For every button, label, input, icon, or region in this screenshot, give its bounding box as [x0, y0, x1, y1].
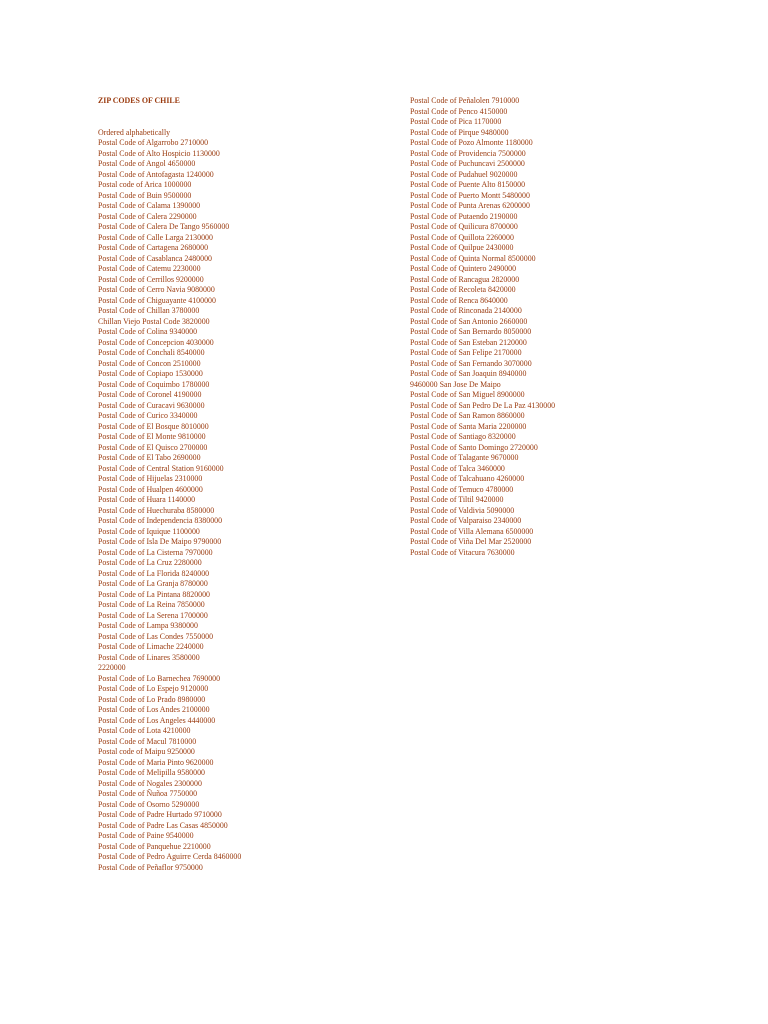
postal-code-entry: Postal Code of Cartagena 2680000 [98, 243, 209, 252]
postal-code-entry: Postal Code of Santo Domingo 2720000 [410, 442, 538, 452]
postal-code-entry: Postal Code of Rinconada 2140000 [410, 306, 522, 315]
postal-code-entry: Postal Code of Lota 4210000 [98, 726, 191, 735]
postal-code-entry: Postal Code of Peñaflor 9750000 [98, 862, 203, 872]
postal-code-entry: Postal Code of Melipilla 9580000 [98, 768, 205, 777]
postal-code-entry: Postal Code of Las Condes 7550000 [98, 631, 214, 641]
postal-code-entry: Postal Code of Pudahuel 9020000 [410, 169, 518, 179]
postal-code-entry: Postal Code of La Pintana 8820000 [98, 589, 210, 599]
postal-code-entry: Postal Code of Lampa 9380000 [98, 621, 198, 630]
postal-code-entry: Postal Code of Los Angeles 4440000 [98, 715, 216, 725]
postal-code-entry: Postal Code of Puerto Montt 5480000 [410, 190, 530, 200]
postal-code-entry: Postal Code of Talca 3460000 [410, 463, 505, 473]
postal-code-entry: Postal Code of La Reina 7850000 [98, 600, 205, 609]
postal-code-entry: Postal Code of Colina 9340000 [98, 327, 198, 336]
postal-code-entry: Postal Code of Paine 9540000 [98, 831, 194, 840]
document-title: ZIP CODES OF CHILE [98, 96, 180, 105]
postal-code-entry: Postal Code of Nogales 2300000 [98, 778, 202, 788]
postal-code-entry: Postal Code of Villa Alemana 6500000 [410, 526, 534, 536]
postal-code-entry: Postal Code of Lo Barnechea 7690000 [98, 673, 221, 683]
postal-code-entry: Postal code of Arica 1000000 [98, 180, 192, 189]
postal-code-entry: Postal Code of Calera 2290000 [98, 211, 197, 221]
postal-code-entry: Postal Code of Alto Hospicio 1130000 [98, 148, 220, 158]
postal-code-entry: Chillan Viejo Postal Code 3820000 [98, 316, 210, 326]
postal-code-entry: Postal Code of Isla De Maipo 9790000 [98, 537, 222, 546]
postal-code-entry: Postal Code of Punta Arenas 6200000 [410, 201, 530, 210]
postal-code-entry: Postal Code of Renca 8640000 [410, 295, 508, 305]
postal-code-entry: Postal Code of La Cisterna 7970000 [98, 547, 213, 557]
postal-code-entry: Postal Code of Quintero 2490000 [410, 264, 517, 273]
postal-code-entry: Postal Code of Linares 3580000 [98, 652, 200, 662]
postal-code-entry: Postal Code of Lo Espejo 9120000 [98, 684, 209, 693]
postal-code-entry: Postal Code of Pozo Almonte 1180000 [410, 138, 533, 147]
postal-code-entry: 2220000 [98, 663, 126, 672]
spacer [98, 107, 241, 128]
postal-code-entry: Postal Code of San Pedro De La Paz 4130000 [410, 400, 556, 410]
postal-code-entry: Postal Code of Calera De Tango 9560000 [98, 222, 230, 231]
left-postal-code-list [98, 138, 241, 873]
postal-code-entry: Postal Code of Santa Maria 2200000 [410, 421, 527, 431]
document-subtitle: Ordered alphabetically [98, 127, 171, 137]
postal-code-entry: Postal Code of Quilicura 8700000 [410, 222, 518, 231]
postal-code-entry: Postal Code of Calama 1390000 [98, 201, 201, 210]
postal-code-entry: Postal Code of Iquique 1100000 [98, 526, 200, 536]
postal-code-entry: Postal Code of Padre Hurtado 9710000 [98, 810, 222, 819]
postal-code-entry: Postal Code of Puente Alto 8150000 [410, 180, 526, 189]
postal-code-entry: Postal Code of Catemu 2230000 [98, 264, 201, 273]
postal-code-entry: Postal Code of Huechuraba 8580000 [98, 505, 215, 515]
postal-code-entry: 9460000 San Jose De Maipo [410, 379, 501, 389]
postal-code-entry: Postal Code of Providencia 7500000 [410, 148, 526, 158]
postal-code-entry: Postal Code of Ñuñoa 7750000 [98, 789, 198, 798]
postal-code-entry: Postal Code of San Esteban 2120000 [410, 337, 527, 347]
postal-code-entry: Postal Code of Curacavi 9630000 [98, 400, 205, 410]
postal-code-entry: Postal code of Maipu 9250000 [98, 747, 195, 756]
postal-code-entry: Postal Code of Puchuncavi 2500000 [410, 159, 525, 168]
postal-code-entry: Postal Code of Maria Pinto 9620000 [98, 757, 214, 767]
postal-code-entry: Postal Code of San Ramon 8860000 [410, 411, 525, 420]
postal-code-entry: Postal Code of Pica 1170000 [410, 117, 502, 126]
postal-code-entry: Postal Code of Curico 3340000 [98, 411, 198, 420]
postal-code-entry: Postal Code of Talagante 9670000 [410, 453, 519, 462]
postal-code-entry: Postal Code of Vitacura 7630000 [410, 547, 515, 557]
postal-code-entry: Postal Code of San Bernardo 8050000 [410, 327, 532, 336]
postal-code-entry: Postal Code of Santiago 8320000 [410, 432, 516, 441]
postal-code-entry: Postal Code of Pedro Aguirre Cerda 8460000 [98, 852, 242, 861]
postal-code-entry: Postal Code of Independencia 8380000 [98, 516, 223, 525]
postal-code-entry: Postal Code of Limache 2240000 [98, 642, 204, 651]
postal-code-entry: Postal Code of Viña Del Mar 2520000 [410, 537, 532, 546]
postal-code-entry: Postal Code of Quilpue 2430000 [410, 243, 514, 252]
postal-code-entry: Postal Code of Copiapo 1530000 [98, 369, 203, 378]
postal-code-entry: Postal Code of Conchali 8540000 [98, 348, 205, 357]
postal-code-entry: Postal Code of Concon 2510000 [98, 358, 201, 368]
postal-code-entry: Postal Code of Macul 7810000 [98, 736, 197, 746]
postal-code-entry: Postal Code of La Cruz 2280000 [98, 558, 202, 567]
postal-code-entry: Postal Code of La Serena 1700000 [98, 610, 208, 620]
right-column [410, 96, 555, 558]
postal-code-entry: Postal Code of Central Station 9160000 [98, 463, 224, 473]
postal-code-entry: Postal Code of La Florida 8240000 [98, 568, 210, 578]
postal-code-entry: Postal Code of San Antonio 2660000 [410, 316, 528, 326]
postal-code-entry: Postal Code of San Miguel 8900000 [410, 390, 525, 399]
postal-code-entry: Postal Code of Cerro Navia 9080000 [98, 285, 215, 294]
postal-code-entry: Postal Code of Casablanca 2480000 [98, 253, 212, 263]
postal-code-entry: Postal Code of Temuco 4780000 [410, 484, 514, 494]
postal-code-entry: Postal Code of Peñalolen 7910000 [410, 96, 520, 105]
postal-code-entry: Postal Code of Quillota 2260000 [410, 232, 514, 242]
postal-code-entry: Postal Code of Putaendo 2190000 [410, 211, 518, 221]
postal-code-entry: Postal Code of Coquimbo 1780000 [98, 379, 210, 389]
right-postal-code-list [410, 96, 555, 558]
postal-code-entry: Postal Code of Algarrobo 2710000 [98, 138, 209, 147]
left-column [98, 96, 241, 873]
postal-code-entry: Postal Code of Chiguayante 4100000 [98, 295, 216, 305]
postal-code-entry: Postal Code of Panquehue 2210000 [98, 841, 211, 851]
postal-code-entry: Postal Code of Talcahuano 4260000 [410, 474, 525, 483]
postal-code-entry: Postal Code of Valdivia 5090000 [410, 505, 515, 515]
postal-code-entry: Postal Code of Tiltil 9420000 [410, 495, 504, 504]
postal-code-entry: Postal Code of Hijuelas 2310000 [98, 474, 203, 483]
postal-code-entry: Postal Code of Osorno 5290000 [98, 799, 200, 809]
postal-code-entry: Postal Code of El Tabo 2690000 [98, 453, 201, 462]
postal-code-entry: Postal Code of Recoleta 8420000 [410, 285, 516, 294]
postal-code-entry: Postal Code of El Monte 9810000 [98, 432, 206, 441]
postal-code-entry: Postal Code of Angol 4650000 [98, 159, 196, 168]
postal-code-entry: Postal Code of El Bosque 8010000 [98, 421, 209, 431]
postal-code-entry: Postal Code of La Granja 8780000 [98, 579, 208, 588]
postal-code-entry: Postal Code of Pirque 9480000 [410, 127, 509, 137]
postal-code-entry: Postal Code of Los Andes 2100000 [98, 705, 210, 714]
postal-code-entry: Postal Code of Calle Larga 2130000 [98, 232, 213, 242]
postal-code-entry: Postal Code of Coronel 4190000 [98, 390, 202, 399]
postal-code-entry: Postal Code of Lo Prado 8980000 [98, 694, 206, 704]
postal-code-entry: Postal Code of Hualpen 4600000 [98, 484, 203, 494]
postal-code-entry: Postal Code of Penco 4150000 [410, 106, 508, 116]
postal-code-entry: Postal Code of Cerrillos 9200000 [98, 274, 204, 284]
postal-code-entry: Postal Code of Concepcion 4030000 [98, 337, 214, 347]
postal-code-entry: Postal Code of Antofagasta 1240000 [98, 169, 214, 179]
postal-code-entry: Postal Code of Huara 1140000 [98, 495, 196, 504]
postal-code-entry: Postal Code of Valparaiso 2340000 [410, 516, 522, 525]
postal-code-entry: Postal Code of Padre Las Casas 4850000 [98, 820, 228, 830]
postal-code-entry: Postal Code of Buin 9500000 [98, 190, 192, 200]
postal-code-entry: Postal Code of San Felipe 2170000 [410, 348, 522, 357]
postal-code-entry: Postal Code of El Quisco 2700000 [98, 442, 208, 452]
postal-code-entry: Postal Code of Chillan 3780000 [98, 306, 200, 315]
postal-code-entry: Postal Code of Quinta Normal 8500000 [410, 253, 536, 263]
postal-code-entry: Postal Code of Rancagua 2820000 [410, 274, 520, 284]
postal-code-entry: Postal Code of San Fernando 3070000 [410, 358, 532, 368]
postal-code-entry: Postal Code of San Joaquin 8940000 [410, 369, 527, 378]
